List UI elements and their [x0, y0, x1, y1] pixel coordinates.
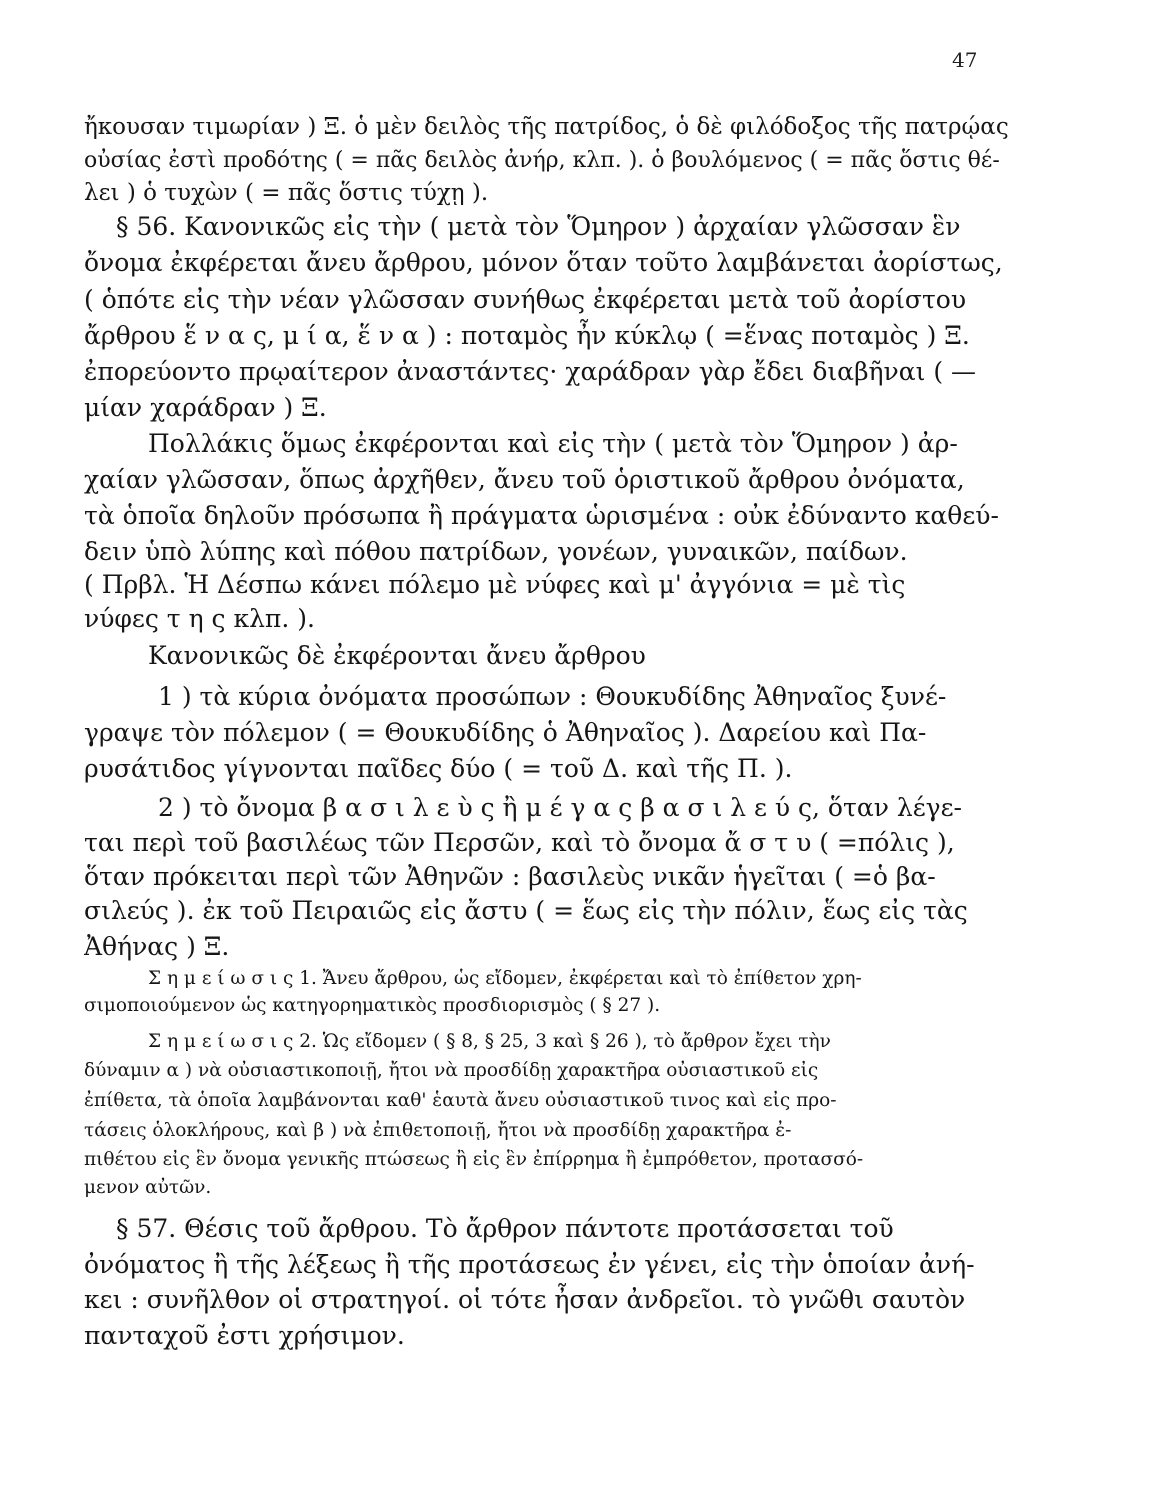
- text-line: 2 ) τὸ ὄνομα β α σ ι λ ε ὺ ς ἢ μ έ γ α ς β α σ ι λ ε ύ ς, ὅταν λέγε-: [158, 793, 962, 822]
- note-2-line: δύναμιν α ) νὰ οὐσιαστικοποιῇ, ἤτοι νὰ προσδίδῃ χαρακτῆρα οὐσιαστικοῦ εἰς: [84, 1060, 819, 1081]
- text-line: σιλεύς ). ἐκ τοῦ Πειραιῶς εἰς ἄστυ ( = ἕως εἰς τὴν πόλιν, ἕως εἰς τὰς: [84, 896, 968, 925]
- text-line: λει ) ὁ τυχὼν ( = πᾶς ὅστις τύχῃ ).: [84, 180, 489, 206]
- text-line: οὐσίας ἐστὶ προδότης ( = πᾶς δειλὸς ἀνήρ, κλπ. ). ὁ βουλόμενος ( = πᾶς ὅστις θέ-: [84, 148, 1000, 173]
- text-line: Κανονικῶς δὲ ἐκφέρονται ἄνευ ἄρθρου: [148, 641, 646, 670]
- text-line: ἐπορεύοντο πρῳαίτερον ἀναστάντες· χαράδραν γὰρ ἔδει διαβῆναι ( —: [84, 357, 977, 386]
- text-line: πανταχοῦ ἐστι χρήσιμον.: [84, 1321, 405, 1350]
- text-line: ( Πρβλ. Ἡ Δέσπω κάνει πόλεμο μὲ νύφες καὶ μ' ἀγγόνια = μὲ τὶς: [84, 570, 906, 599]
- text-line: Ἀθήνας ) Ξ.: [84, 932, 230, 961]
- note-2-line: Σ η μ ε ί ω σ ι ς 2. Ὡς εἴδομεν ( § 8, § 25, 3 καὶ § 26 ), τὸ ἄρθρον ἔχει τὴν: [148, 1031, 831, 1052]
- text-line: τὰ ὁποῖα δηλοῦν πρόσωπα ἢ πράγματα ὡρισμένα : οὐκ ἐδύναντο καθεύ-: [84, 501, 999, 530]
- text-line: 1 ) τὰ κύρια ὀνόματα προσώπων : Θουκυδίδης Ἀθηναῖος ξυνέ-: [158, 682, 947, 711]
- note-1-line: Σ η μ ε ί ω σ ι ς 1. Ἄνευ ἄρθρου, ὡς εἴδομεν, ἐκφέρεται καὶ τὸ ἐπίθετον χρη-: [148, 968, 862, 989]
- text-line: Πολλάκις ὅμως ἐκφέρονται καὶ εἰς τὴν ( μετὰ τὸν Ὅμηρον ) ἀρ-: [148, 429, 958, 458]
- text-line: δειν ὑπὸ λύπης καὶ πόθου πατρίδων, γονέων, γυναικῶν, παίδων.: [84, 537, 908, 566]
- note-2-line: πιθέτου εἰς ἓν ὄνομα γενικῆς πτώσεως ἢ εἰς ἓν ἐπίρρημα ἢ ἐμπρόθετον, προτασσό-: [84, 1149, 864, 1170]
- note-2-line: ἐπίθετα, τὰ ὁποῖα λαμβάνονται καθ' ἑαυτὰ ἄνευ οὐσιαστικοῦ τινος καὶ εἰς προ-: [84, 1090, 837, 1111]
- text-line: ται περὶ τοῦ βασιλέως τῶν Περσῶν, καὶ τὸ ὄνομα ἄ σ τ υ ( =πόλις ),: [84, 828, 955, 857]
- text-line: ἤκουσαν τιμωρίαν ) Ξ. ὁ μὲν δειλὸς τῆς πατρίδος, ὁ δὲ φιλόδοξος τῆς πατρῴας: [84, 114, 1009, 140]
- text-line: ὀνόματος ἢ τῆς λέξεως ἢ τῆς προτάσεως ἐν γένει, εἰς τὴν ὁποίαν ἀνή-: [84, 1250, 975, 1279]
- text-line: ( ὁπότε εἰς τὴν νέαν γλῶσσαν συνήθως ἐκφέρεται μετὰ τοῦ ἀορίστου: [84, 285, 967, 314]
- section-56-heading-line: § 56. Κανονικῶς εἰς τὴν ( μετὰ τὸν Ὅμηρον ) ἀρχαίαν γλῶσσαν ἓν: [116, 212, 961, 241]
- text-line: νύφες τ η ς κλπ. ).: [84, 604, 315, 633]
- text-line: ὅταν πρόκειται περὶ τῶν Ἀθηνῶν : βασιλεὺς νικᾶν ἡγεῖται ( =ὁ βα-: [84, 862, 936, 891]
- note-2-line: τάσεις ὁλοκλήρους, καὶ β ) νὰ ἐπιθετοποιῇ, ἤτοι νὰ προσδίδῃ χαρακτῆρα ἐ-: [84, 1120, 792, 1141]
- section-57-heading-line: § 57. Θέσις τοῦ ἄρθρου. Τὸ ἄρθρον πάντοτε προτάσσεται τοῦ: [116, 1214, 894, 1243]
- text-line: ἄρθρου ἕ ν α ς, μ ί α, ἕ ν α ) : ποταμὸς ἦν κύκλῳ ( =ἕνας ποταμὸς ) Ξ.: [84, 321, 970, 350]
- text-line: κει : συνῆλθον οἱ στρατηγοί. οἱ τότε ἦσαν ἀνδρεῖοι. τὸ γνῶθι σαυτὸν: [84, 1285, 966, 1314]
- text-line: μίαν χαράδραν ) Ξ.: [84, 393, 327, 422]
- text-line: γραψε τὸν πόλεμον ( = Θουκυδίδης ὁ Ἀθηναῖος ). Δαρείου καὶ Πα-: [84, 718, 927, 747]
- note-2-line: μενον αὐτῶν.: [84, 1177, 212, 1198]
- text-line: ὄνομα ἐκφέρεται ἄνευ ἄρθρου, μόνον ὅταν τοῦτο λαμβάνεται ἀορίστως,: [84, 248, 1003, 277]
- page-number: 47: [952, 48, 978, 72]
- text-line: ρυσάτιδος γίγνονται παῖδες δύο ( = τοῦ Δ. καὶ τῆς Π. ).: [84, 754, 793, 783]
- note-1-line: σιμοποιούμενον ὡς κατηγορηματικὸς προσδιορισμὸς ( § 27 ).: [84, 995, 661, 1016]
- text-line: χαίαν γλῶσσαν, ὅπως ἀρχῆθεν, ἄνευ τοῦ ὁριστικοῦ ἄρθρου ὀνόματα,: [84, 465, 965, 494]
